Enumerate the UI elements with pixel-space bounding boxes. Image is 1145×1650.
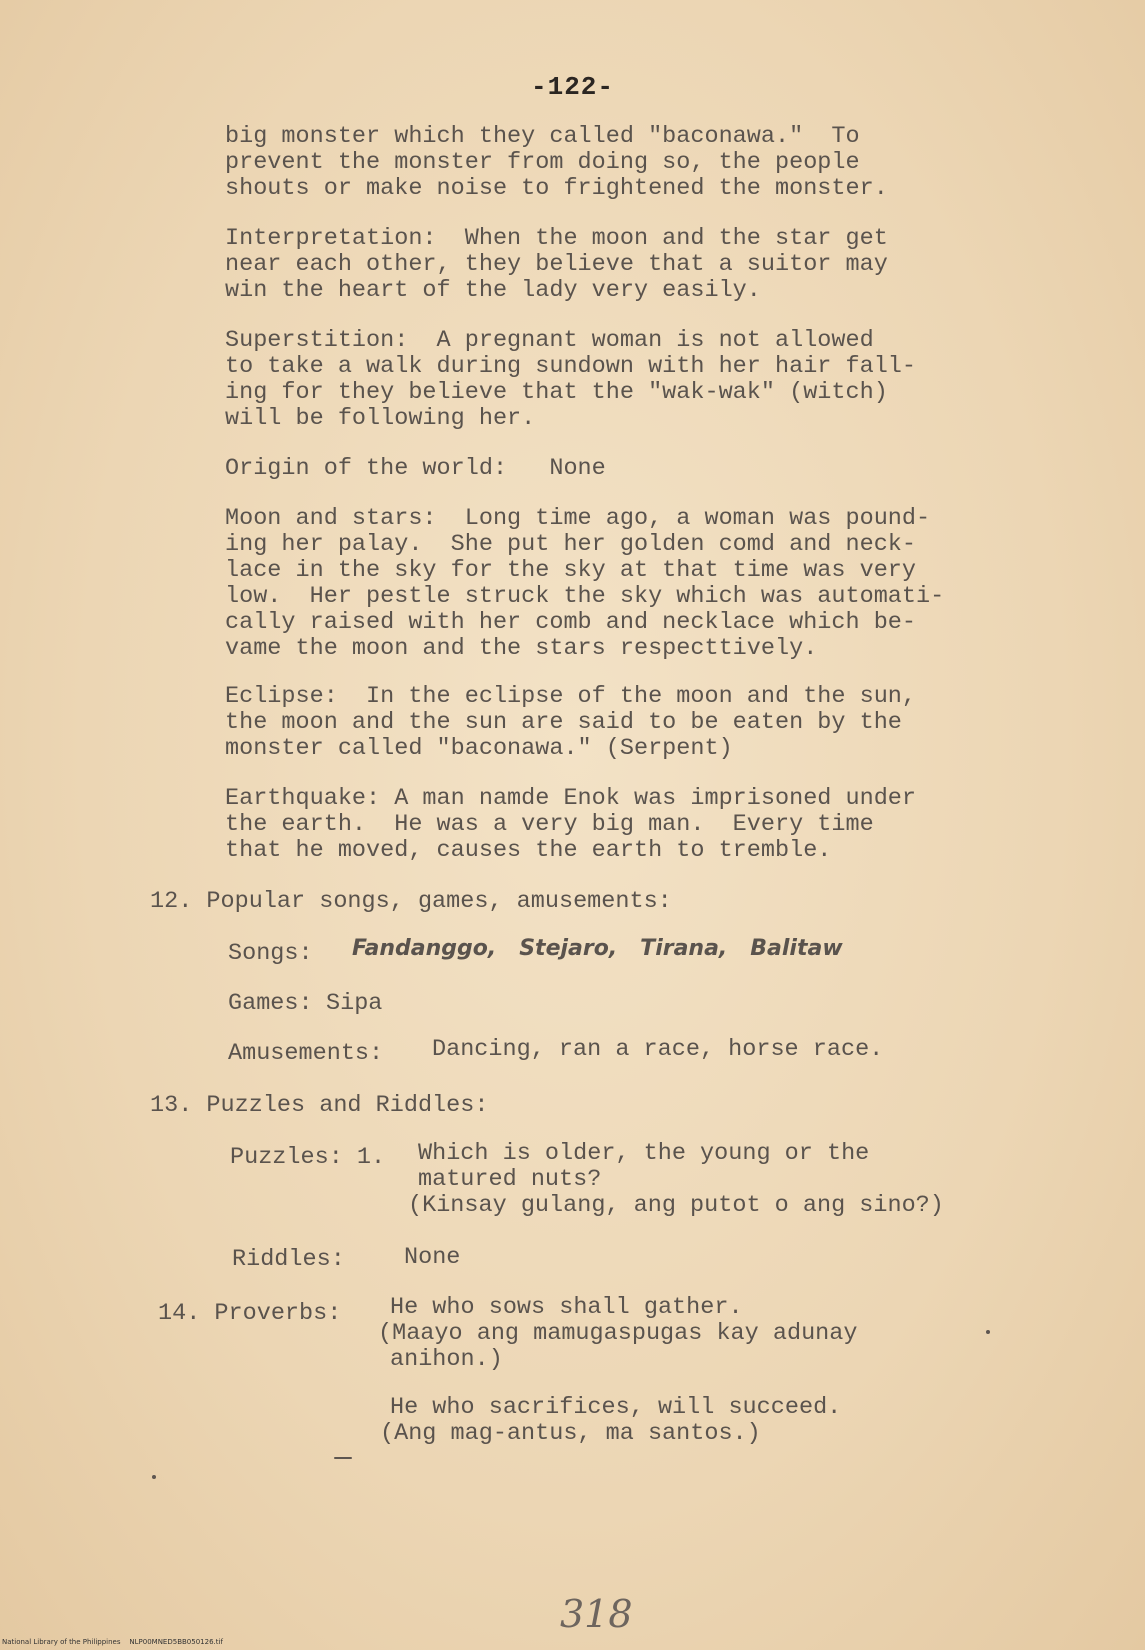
games-value: Sipa xyxy=(326,990,383,1017)
text-line: cally raised with her comb and necklace which be- xyxy=(225,609,917,636)
text-line: the earth. He was a very big man. Every time xyxy=(225,811,874,838)
text-line: Eclipse: In the eclipse of the moon and the sun, xyxy=(225,683,917,710)
proverb-translation: (Ang mag-antus, ma santos.) xyxy=(380,1420,761,1447)
text-line: Interpretation: When the moon and the star get xyxy=(225,225,888,252)
puzzles-label: Puzzles: 1. xyxy=(230,1144,386,1171)
puzzle-translation: (Kinsay gulang, ang putot o ang sino?) xyxy=(408,1192,944,1219)
ink-speck xyxy=(986,1330,990,1334)
ink-speck xyxy=(152,1475,156,1479)
games-label: Games: xyxy=(228,990,313,1017)
riddles-value: None xyxy=(404,1244,461,1271)
proverb-text: He who sows shall gather. xyxy=(390,1294,743,1321)
amusements-label: Amusements: xyxy=(228,1040,384,1067)
proverb-translation: (Maayo ang mamugaspugas kay adunay xyxy=(378,1320,858,1347)
text-line: Earthquake: A man namde Enok was imprisoned under xyxy=(225,785,917,812)
text-line: shouts or make noise to frightened the monster. xyxy=(225,175,888,202)
riddles-label: Riddles: xyxy=(232,1246,345,1273)
text-line: the moon and the sun are said to be eaten by the xyxy=(225,709,902,736)
text-line: Origin of the world: None xyxy=(225,455,606,482)
puzzle-text: matured nuts? xyxy=(418,1166,602,1193)
item-12-heading: 12. Popular songs, games, amusements: xyxy=(150,888,672,915)
proverb-translation: anihon.) xyxy=(390,1346,503,1373)
text-line: Superstition: A pregnant woman is not allowed xyxy=(225,327,874,354)
text-line: big monster which they called "baconawa." To xyxy=(225,123,860,150)
text-line: lace in the sky for the sky at that time was very xyxy=(225,557,917,584)
text-line: vame the moon and the stars respecttively. xyxy=(225,635,818,662)
songs-label: Songs: xyxy=(228,940,313,967)
text-line: Moon and stars: Long time ago, a woman was pound- xyxy=(225,505,931,532)
item-13-heading: 13. Puzzles and Riddles: xyxy=(150,1092,489,1119)
text-line: to take a walk during sundown with her hair fall- xyxy=(225,353,917,380)
item-14-heading: 14. Proverbs: xyxy=(158,1300,342,1327)
archive-note: National Library of the Philippines NLP00MNED5BB050126.tif xyxy=(2,1638,223,1646)
page-number: -122- xyxy=(530,72,614,102)
text-line: prevent the monster from doing so, the people xyxy=(225,149,860,176)
puzzle-text: Which is older, the young or the xyxy=(418,1140,870,1167)
ink-dash xyxy=(334,1457,352,1459)
text-line: win the heart of the lady very easily. xyxy=(225,277,761,304)
text-line: monster called "baconawa." (Serpent) xyxy=(225,735,733,762)
handwritten-page-number: 318 xyxy=(560,1592,633,1636)
text-line: ing for they believe that the "wak-wak" (witch) xyxy=(225,379,888,406)
text-line: will be following her. xyxy=(225,405,536,432)
proverb-text: He who sacrifices, will succeed. xyxy=(390,1394,842,1421)
songs-value: Fandanggo, Stejaro, Tirana, Balitaw xyxy=(352,936,843,961)
text-line: ing her palay. She put her golden comd and neck- xyxy=(225,531,917,558)
text-line: that he moved, causes the earth to tremble. xyxy=(225,837,832,864)
amusements-value: Dancing, ran a race, horse race. xyxy=(432,1036,884,1063)
text-line: near each other, they believe that a suitor may xyxy=(225,251,888,278)
text-line: low. Her pestle struck the sky which was automati- xyxy=(225,583,945,610)
